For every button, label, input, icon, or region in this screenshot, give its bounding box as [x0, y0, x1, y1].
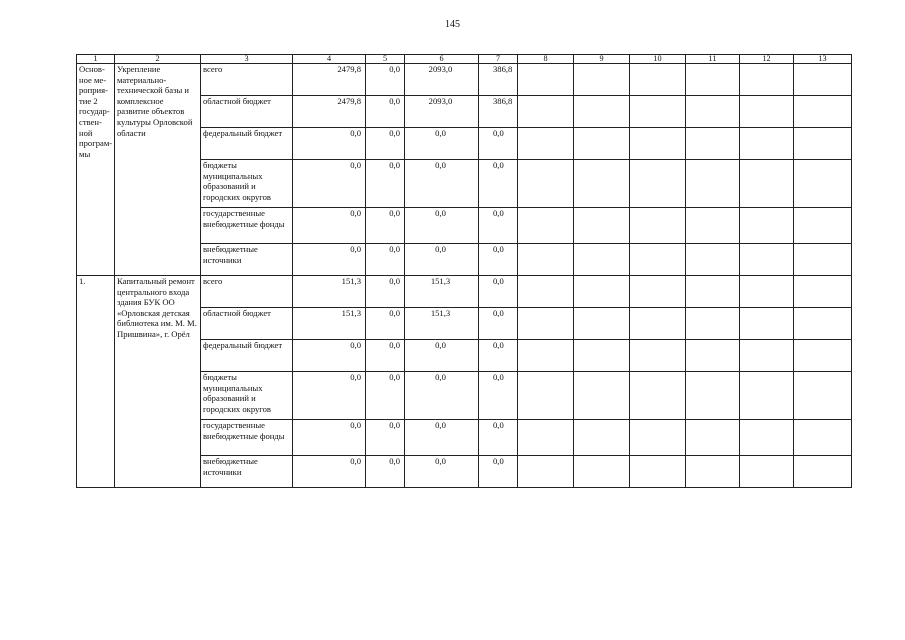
- empty-cell-col13: [794, 372, 852, 420]
- value-cell-col7: 0,0: [479, 276, 518, 308]
- value-cell-col6: 2093,0: [405, 96, 479, 128]
- value-cell-col7: 386,8: [479, 96, 518, 128]
- empty-cell-col13: [794, 208, 852, 244]
- empty-cell-col8: [518, 96, 574, 128]
- empty-cell-col12: [740, 128, 794, 160]
- empty-cell-col13: [794, 64, 852, 96]
- empty-cell-col9: [574, 308, 630, 340]
- value-cell-col6: 0,0: [405, 456, 479, 488]
- value-cell-col5: 0,0: [366, 160, 405, 208]
- empty-cell-col13: [794, 340, 852, 372]
- empty-cell-col10: [630, 372, 686, 420]
- value-cell-col6: 0,0: [405, 160, 479, 208]
- value-cell-col5: 0,0: [366, 456, 405, 488]
- value-cell-col7: 0,0: [479, 456, 518, 488]
- empty-cell-col8: [518, 372, 574, 420]
- empty-cell-col11: [686, 128, 740, 160]
- value-cell-col6: 0,0: [405, 128, 479, 160]
- empty-cell-col9: [574, 128, 630, 160]
- empty-cell-col13: [794, 276, 852, 308]
- empty-cell-col12: [740, 96, 794, 128]
- empty-cell-col13: [794, 128, 852, 160]
- empty-cell-col9: [574, 244, 630, 276]
- funding-source: федеральный бюджет: [201, 340, 293, 372]
- empty-cell-col11: [686, 276, 740, 308]
- empty-cell-col10: [630, 244, 686, 276]
- value-cell-col4: 0,0: [293, 420, 366, 456]
- budget-table: [76, 54, 852, 488]
- empty-cell-col12: [740, 372, 794, 420]
- empty-cell-col8: [518, 308, 574, 340]
- empty-cell-col11: [686, 372, 740, 420]
- value-cell-col5: 0,0: [366, 64, 405, 96]
- value-cell-col6: 0,0: [405, 420, 479, 456]
- value-cell-col7: 0,0: [479, 372, 518, 420]
- empty-cell-col9: [574, 160, 630, 208]
- empty-cell-col10: [630, 128, 686, 160]
- value-cell-col5: 0,0: [366, 128, 405, 160]
- col-header: 3: [201, 55, 293, 64]
- empty-cell-col13: [794, 456, 852, 488]
- empty-cell-col12: [740, 340, 794, 372]
- empty-cell-col9: [574, 208, 630, 244]
- empty-cell-col12: [740, 456, 794, 488]
- empty-cell-col8: [518, 64, 574, 96]
- empty-cell-col12: [740, 64, 794, 96]
- empty-cell-col13: [794, 308, 852, 340]
- col-header: 11: [686, 55, 740, 64]
- table-row: [77, 64, 852, 96]
- empty-cell-col11: [686, 244, 740, 276]
- value-cell-col4: 151,3: [293, 308, 366, 340]
- value-cell-col7: 0,0: [479, 244, 518, 276]
- funding-source: областной бюджет: [201, 96, 293, 128]
- value-cell-col7: 0,0: [479, 420, 518, 456]
- empty-cell-col12: [740, 208, 794, 244]
- empty-cell-col8: [518, 160, 574, 208]
- empty-cell-col8: [518, 128, 574, 160]
- empty-cell-col9: [574, 64, 630, 96]
- empty-cell-col10: [630, 308, 686, 340]
- col-header: 1: [77, 55, 115, 64]
- empty-cell-col8: [518, 420, 574, 456]
- empty-cell-col10: [630, 456, 686, 488]
- funding-source: внебюджетные источники: [201, 244, 293, 276]
- value-cell-col6: 2093,0: [405, 64, 479, 96]
- funding-source: бюджеты муниципальных образований и городских округов: [201, 160, 293, 208]
- empty-cell-col11: [686, 420, 740, 456]
- funding-source: государственные внебюджетные фонды: [201, 208, 293, 244]
- col-header: 7: [479, 55, 518, 64]
- empty-cell-col10: [630, 160, 686, 208]
- empty-cell-col8: [518, 208, 574, 244]
- col-header: 5: [366, 55, 405, 64]
- value-cell-col4: 151,3: [293, 276, 366, 308]
- empty-cell-col10: [630, 208, 686, 244]
- value-cell-col5: 0,0: [366, 340, 405, 372]
- empty-cell-col11: [686, 456, 740, 488]
- value-cell-col6: 0,0: [405, 244, 479, 276]
- empty-cell-col13: [794, 96, 852, 128]
- funding-source: областной бюджет: [201, 308, 293, 340]
- col-header: 10: [630, 55, 686, 64]
- measure-number: Основ-ное ме-роприя-тие 2 государ-ствен-ной програм-мы: [77, 64, 115, 276]
- col-header: 9: [574, 55, 630, 64]
- value-cell-col6: 0,0: [405, 372, 479, 420]
- value-cell-col5: 0,0: [366, 208, 405, 244]
- empty-cell-col8: [518, 244, 574, 276]
- value-cell-col4: 0,0: [293, 372, 366, 420]
- measure-name: Укрепление материально-технической базы и комплексное развитие объектов культуры Орловской области: [115, 64, 201, 276]
- value-cell-col4: 0,0: [293, 128, 366, 160]
- value-cell-col6: 151,3: [405, 276, 479, 308]
- column-numbers-row: [77, 55, 852, 64]
- empty-cell-col11: [686, 64, 740, 96]
- value-cell-col7: 386,8: [479, 64, 518, 96]
- value-cell-col7: 0,0: [479, 128, 518, 160]
- empty-cell-col10: [630, 340, 686, 372]
- table-row: [77, 276, 852, 308]
- col-header: 2: [115, 55, 201, 64]
- empty-cell-col12: [740, 244, 794, 276]
- empty-cell-col12: [740, 420, 794, 456]
- measure-name: Капитальный ремонт центрального входа здания БУК ОО «Орловская детская библиотека им. М. М. Пришвина», г. Орёл: [115, 276, 201, 488]
- empty-cell-col11: [686, 340, 740, 372]
- col-header: 8: [518, 55, 574, 64]
- value-cell-col7: 0,0: [479, 208, 518, 244]
- page-number: 145: [445, 19, 460, 30]
- value-cell-col5: 0,0: [366, 308, 405, 340]
- empty-cell-col12: [740, 276, 794, 308]
- empty-cell-col8: [518, 340, 574, 372]
- funding-source: всего: [201, 276, 293, 308]
- value-cell-col5: 0,0: [366, 244, 405, 276]
- empty-cell-col9: [574, 420, 630, 456]
- empty-cell-col13: [794, 160, 852, 208]
- empty-cell-col9: [574, 96, 630, 128]
- value-cell-col4: 0,0: [293, 160, 366, 208]
- funding-source: всего: [201, 64, 293, 96]
- value-cell-col4: 0,0: [293, 340, 366, 372]
- value-cell-col6: 0,0: [405, 340, 479, 372]
- empty-cell-col8: [518, 456, 574, 488]
- empty-cell-col12: [740, 308, 794, 340]
- funding-source: внебюджетные источники: [201, 456, 293, 488]
- empty-cell-col9: [574, 372, 630, 420]
- empty-cell-col9: [574, 276, 630, 308]
- empty-cell-col10: [630, 420, 686, 456]
- empty-cell-col12: [740, 160, 794, 208]
- funding-source: бюджеты муниципальных образований и городских округов: [201, 372, 293, 420]
- empty-cell-col10: [630, 64, 686, 96]
- empty-cell-col10: [630, 96, 686, 128]
- col-header: 4: [293, 55, 366, 64]
- empty-cell-col9: [574, 340, 630, 372]
- col-header: 13: [794, 55, 852, 64]
- empty-cell-col13: [794, 244, 852, 276]
- empty-cell-col11: [686, 208, 740, 244]
- value-cell-col5: 0,0: [366, 276, 405, 308]
- value-cell-col4: 0,0: [293, 456, 366, 488]
- empty-cell-col11: [686, 160, 740, 208]
- value-cell-col4: 2479,8: [293, 64, 366, 96]
- empty-cell-col13: [794, 420, 852, 456]
- empty-cell-col11: [686, 308, 740, 340]
- value-cell-col6: 0,0: [405, 208, 479, 244]
- empty-cell-col10: [630, 276, 686, 308]
- empty-cell-col9: [574, 456, 630, 488]
- value-cell-col5: 0,0: [366, 372, 405, 420]
- value-cell-col7: 0,0: [479, 308, 518, 340]
- value-cell-col6: 151,3: [405, 308, 479, 340]
- empty-cell-col11: [686, 96, 740, 128]
- value-cell-col4: 0,0: [293, 244, 366, 276]
- value-cell-col5: 0,0: [366, 420, 405, 456]
- measure-number: 1.: [77, 276, 115, 488]
- funding-source: государственные внебюджетные фонды: [201, 420, 293, 456]
- value-cell-col5: 0,0: [366, 96, 405, 128]
- funding-source: федеральный бюджет: [201, 128, 293, 160]
- value-cell-col4: 2479,8: [293, 96, 366, 128]
- value-cell-col7: 0,0: [479, 160, 518, 208]
- value-cell-col7: 0,0: [479, 340, 518, 372]
- value-cell-col4: 0,0: [293, 208, 366, 244]
- empty-cell-col8: [518, 276, 574, 308]
- col-header: 6: [405, 55, 479, 64]
- col-header: 12: [740, 55, 794, 64]
